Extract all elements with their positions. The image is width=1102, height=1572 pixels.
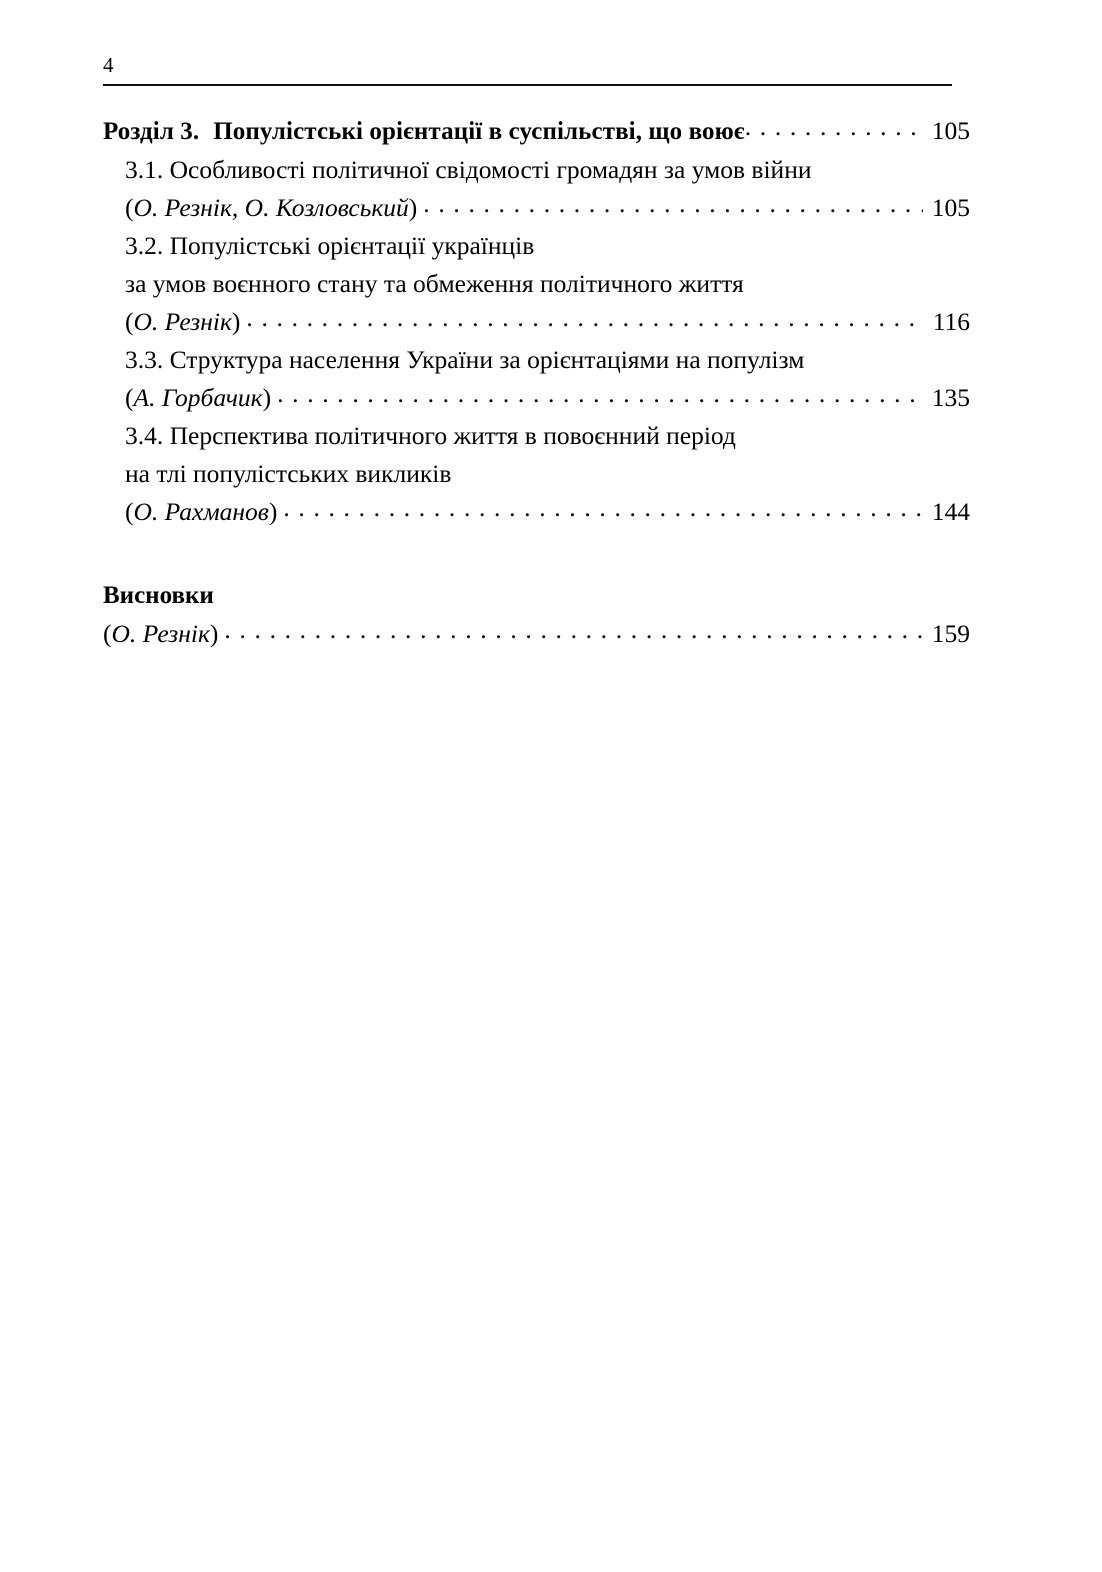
dot-leader (745, 114, 923, 140)
paren-open: ( (125, 497, 134, 526)
authors-text-3-3: А. Горбачик (133, 383, 263, 412)
chapter-title: Популістські орієнтації в суспільстві, що воює (213, 118, 745, 145)
section-title-text-3-3: Структура населення України за орієнтаціями на популізм (169, 345, 805, 374)
toc-entry-3-2-title[interactable] (103, 227, 970, 265)
section-number-3-3: 3.3. (125, 345, 164, 374)
page-number-3-4: 144 (931, 497, 970, 526)
paren-close: ) (262, 383, 272, 412)
paren-open: ( (125, 383, 134, 412)
dot-leader (277, 495, 922, 521)
section-title-3-1 (125, 151, 811, 189)
page-number-conclusions: 159 (931, 619, 970, 648)
authors-text-3-1: О. Резнік, О. Козловський (133, 193, 409, 222)
section-title-text-3-2: Популістські орієнтації українців (169, 231, 535, 260)
chapter-page-number: 105 (931, 116, 970, 145)
section-authors-3-4 (125, 493, 277, 531)
section-number-3-4: 3.4. (125, 421, 164, 450)
toc-entry-conclusions-authors[interactable] (103, 615, 970, 653)
section-title-text-3-1: Особливості політичної свідомості громадян за умов війни (169, 155, 812, 184)
authors-text-3-2: О. Резнік (133, 307, 232, 336)
dot-leader (271, 381, 923, 407)
paren-open: ( (125, 193, 134, 222)
section-title-text-3-4: Перспектива політичного життя в повоєнний період (169, 421, 736, 450)
toc-entry-chapter-3[interactable] (103, 112, 970, 151)
toc-entry-3-2-authors[interactable] (103, 303, 970, 341)
folio-number: 4 (103, 53, 114, 77)
page-number-3-1: 105 (931, 193, 970, 222)
authors-text-3-4: О. Рахманов (133, 497, 269, 526)
paren-open: ( (103, 619, 112, 648)
section-number-3-2: 3.2. (125, 231, 164, 260)
section-number-3-1: 3.1. (125, 155, 164, 184)
section-title-continuation-3-2: за умов воєнного стану та обмеження політичного життя (125, 269, 744, 298)
conclusions-heading: Висновки (103, 582, 214, 609)
section-authors-3-2 (125, 303, 240, 341)
chapter-heading (103, 113, 745, 151)
paren-close: ) (408, 193, 418, 222)
toc-entry-3-4-title-line2 (103, 455, 970, 493)
chapter-number: Розділ 3. (103, 118, 200, 145)
table-of-contents (103, 112, 970, 653)
toc-entry-3-4-authors[interactable] (103, 493, 970, 531)
dot-leader (417, 191, 922, 217)
page-header (103, 52, 952, 86)
header-rule (103, 84, 952, 86)
toc-entry-3-4-title[interactable] (103, 417, 970, 455)
section-title-3-3 (125, 341, 804, 379)
paren-open: ( (125, 307, 134, 336)
conclusions-authors (103, 615, 218, 653)
dot-leader (240, 305, 923, 331)
page-number-3-3: 135 (931, 383, 970, 412)
toc-entry-3-3-title[interactable] (103, 341, 970, 379)
section-title-3-2 (125, 227, 534, 265)
toc-entry-3-1-title[interactable] (103, 151, 970, 189)
dot-leader (218, 617, 922, 643)
paren-close: ) (231, 307, 241, 336)
page-number-3-2: 116 (932, 307, 970, 336)
paren-close: ) (268, 497, 278, 526)
section-authors-3-1 (125, 189, 417, 227)
section-title-continuation-3-4: на тлі популістських викликів (125, 459, 452, 488)
authors-text-conclusions: О. Резнік (111, 619, 210, 648)
toc-entry-3-3-authors[interactable] (103, 379, 970, 417)
section-spacer (103, 531, 970, 577)
toc-entry-conclusions-title[interactable] (103, 577, 970, 615)
toc-entry-3-1-authors[interactable] (103, 189, 970, 227)
paren-close: ) (209, 619, 219, 648)
toc-entry-3-2-title-line2 (103, 265, 970, 303)
section-title-3-4 (125, 417, 736, 455)
section-authors-3-3 (125, 379, 271, 417)
